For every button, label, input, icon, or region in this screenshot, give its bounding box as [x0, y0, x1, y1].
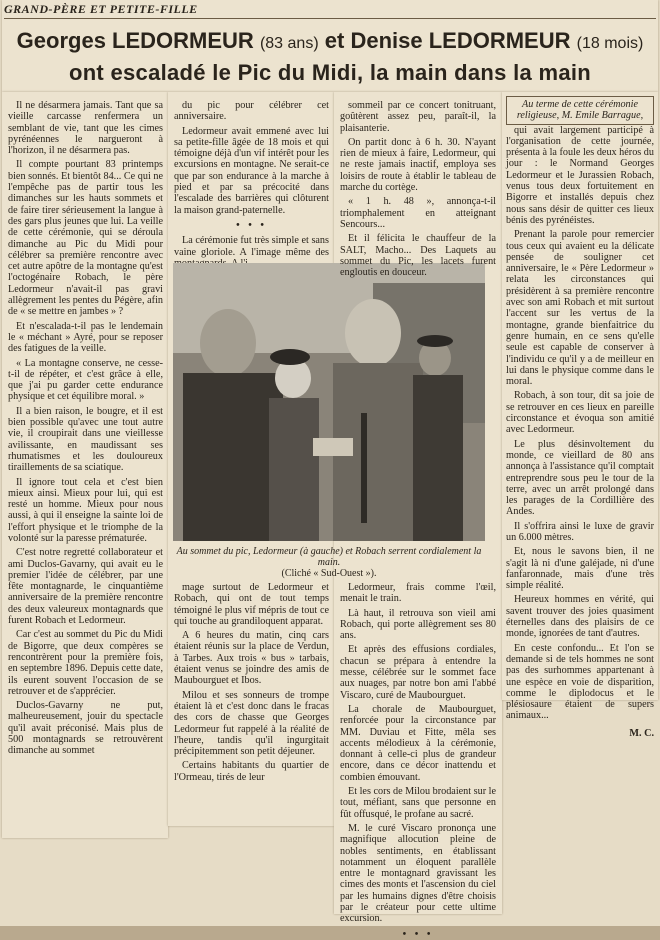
paragraph: C'est notre regretté collaborateur et ami Duclos-Gavarny, qui avait eu le premier l'idée de célébrer, par une fête montagnarde, le cinquantième anniversaire de la première rencontre des deux valeureux montagnards que furent Robach et Ledormeur.	[8, 547, 163, 627]
section-separator: • • •	[402, 928, 434, 940]
paragraph: Et n'escalada-t-il pas le lendemain le « méchant » Ayré, pour se reposer des fatigues de la veille.	[8, 320, 163, 355]
paragraph: Milou et ses sonneurs de trompe étaient là et c'est donc dans le fracas des cors de chasse que Georges Ledormeur fut rappelé à la réalité de l'heure, tandis qu'il ingurgitait précipitemment son petit déjeuner.	[174, 689, 329, 758]
article-column-2-bottom	[174, 582, 329, 818]
photo-caption	[168, 546, 490, 579]
headline-main: ont escaladé le Pic du Midi, la main dans la main	[68, 60, 592, 85]
paragraph: Car c'est au sommet du Pic du Midi de Bigorre, que deux compères se rencontrèrent pour la première fois, en septembre 1896. Depuis cette date, ils eurent souvent l'occasion de se retrouver et de s'apprécier.	[8, 629, 163, 697]
paragraph: La chorale de Maubourguet, renforcée pour la circonstance par MM. Duviau et Fitte, mêla ses accents mélodieux à la cérémonie, donnant à celle-ci plus de grandeur encore, dans ce décor inattendu et combien émouvant.	[340, 703, 496, 783]
kicker-rule	[4, 18, 656, 19]
article-column-3-top	[340, 100, 496, 279]
paragraph: Et les cors de Milou brodaient sur le tout, méfiant, sans que personne en fût offusqué, le profane au sacré.	[340, 786, 496, 820]
paragraph: Ledormeur, frais comme l'œil, menait le train.	[340, 582, 496, 605]
article-column-4	[506, 96, 654, 739]
headline-conjunction: et	[324, 28, 345, 53]
author-signature: M. C.	[629, 727, 654, 739]
paragraph: Et, nous le savons bien, il ne s'agit là ni d'une galéjade, ni d'une fanfaronnade, mais d'une très simple réalité.	[506, 546, 654, 592]
paragraph: Et il félicita le chauffeur de la SALT, Macho... Des Laquets au sommet du Pic, les lacets furent engloutis en douceur.	[340, 233, 496, 279]
paragraph: M. le curé Viscaro prononça une magnifique allocution pleine de nobles sentiments, en établissant notamment un éloquent parallèle entre le montagnard gravissant les cimes des monts et l'ascension du ciel par les humains dignes d'être choisis par le créateur pour cette ultime excursion.	[340, 822, 496, 925]
paragraph: « La montagne conserve, ne cesse-t-il de répéter, et c'est grâce à elle, que j'ai pu garder cette endurance physique et cet équilibre moral. »	[8, 357, 163, 403]
paragraph: Heureux hommes en vérité, qui savent trouver des joies quasiment éternelles dans des plaisirs de ce monde, ignorées de tant d'autres.	[506, 594, 654, 640]
paragraph: La cérémonie fut très simple et sans vaine gloriole. A l'image même des	[174, 235, 329, 258]
paragraph: Prenant la parole pour remercier tous ceux qui avaient eu la délicate pensée de souligner cet anniversaire, le « Père Ledormeur » relata les circonstances qui présidèrent à sa première rencontre avec son ami Robach et mit surtout l'accent sur les vertus de la montagne, grande bienfaitrice du genre humain, en ce sens qu'elle seule est capable de conserver à l'individu ce qu'il y a de meilleur en lui dans le physique comme dans le moral.	[506, 229, 654, 388]
age-granddaughter: (18 mois)	[576, 35, 644, 52]
paragraph: Robach, à son tour, dit sa joie de se retrouver en ces lieux en pareille circonstance et évoqua son amitié avec Ledormeur.	[506, 390, 654, 436]
article-column-1	[8, 100, 163, 822]
article-column-3-bottom	[340, 582, 496, 940]
paragraph: Il ne désarmera jamais. Tant que sa vieille carcasse renfermera un semblant de vie, tant que les cimes pyrénéennes le nargueront à l'horizon, il ne désarmera pas.	[8, 100, 163, 157]
article-column-2-top	[174, 100, 329, 260]
paragraph: Et après des effusions cordiales, chacun se prépara à entendre la messe, célébrée sur le sommet face aux nuages, par notre bon ami l'abbé Viscaro, curé de Maubourguet.	[340, 644, 496, 701]
photo-two-men-handshake	[173, 263, 485, 541]
age-grandfather: (83 ans)	[259, 35, 319, 52]
paragraph: A 6 heures du matin, cinq cars étaient réunis sur la place de Verdun, à Tarbes. Aux trois « bus » tarbais, étaient venus se joindre des amis de Maubourguet et Ibos.	[174, 630, 329, 687]
article-photo	[173, 263, 485, 541]
headline-names	[0, 28, 660, 54]
paragraph: « 1 h. 48 », annonça-t-il triomphalement en atteignant Sencours...	[340, 196, 496, 230]
paragraph: Là haut, il retrouva son vieil ami Robach, qui porte allègrement ses 80 ans.	[340, 607, 496, 642]
paragraph: Il s'offrira ainsi le luxe de gravir un 6.000 mètres.	[506, 520, 654, 543]
paragraph: qui avait largement participé à l'organisation de cette journée, présenta à la foule les deux héros du jour : le Normand Georges Ledormeur et le Jurassien Robach, venus tous deux fortuitement en Bigorre et installés depuis chez nous sans désir de quitter ces lieux bénis des pyrénéistes.	[506, 124, 654, 226]
section-separator: • • •	[236, 219, 267, 231]
paragraph: Certains habitants du quartier de l'Ormeau, tirés de leur	[174, 760, 329, 783]
paragraph: Il compte pourtant 83 printemps bien sonnés. Et bientôt 84... Ce qui ne l'empêche pas de partir tous les dimanches sur les hauts sommets et de faire tirer sérieusement la langue à des gars plus jeunes que lui. La veille de cette cérémonie, qui se déroula dimanche au Pic du Midi pour célébrer sa première rencontre avec cet autre apôtre de la montagne qu'est l'octogénaire Robach, le père Ledormeur n'avait-il pas gravi allègrement les pentes du Pégère, afin de « se mettre en jambes » ?	[8, 159, 163, 318]
paragraph: Il a bien raison, le bougre, et il est bien possible qu'avec une tout autre vie, il croupirait dans une vieillesse avilissante, en maudissant ses rhumatismes et les douloureux tiraillements de sa sciatique.	[8, 405, 163, 474]
name-granddaughter: Denise LEDORMEUR	[350, 28, 571, 53]
kicker: GRAND-PÈRE ET PETITE-FILLE	[4, 2, 198, 16]
photo-credit: (Cliché « Sud-Ouest »).	[281, 568, 377, 579]
paragraph: Le plus désinvoltement du monde, ce vieillard de 80 ans annonça à l'assistance qu'il comptait entreprendre sous peu le tour de la terre, avec un arrêt prolongé dans les parages de la Cordillière des Andes.	[506, 438, 654, 518]
boxed-lead: Au terme de cette cérémonie religieuse, M. Emile Barrague,	[506, 96, 654, 125]
paragraph: Ledormeur avait emmené avec lui sa petite-fille âgée de 18 mois et qui témoigne déjà d'un vif intérêt pour les excursions en montagne. Ne serait-ce que par son endurance à la marche à pied et par sa précocité dans l'escalade des barrières qui clôturent la maison grand-paternelle.	[174, 125, 329, 216]
name-grandfather: Georges LEDORMEUR	[16, 28, 254, 53]
paragraph: du pic pour célébrer cet anniversaire.	[174, 100, 329, 123]
paragraph: On partit donc à 6 h. 30. N'ayant rien de mieux à faire, Ledormeur, qui ne reste jamais inactif, employa ses loisirs de route à établir le tableau de marche du cortège.	[340, 136, 496, 194]
paragraph: sommeil par ce concert tonitruant, goûtèrent assez peu, paraît-il, la plaisanterie.	[340, 100, 496, 134]
paragraph: Duclos-Gavarny ne put, malheureusement, jouir du spectacle qu'il avait préconisé. Mais plus de 500 montagnards se retrouvèrent dimanche au sommet	[8, 700, 163, 757]
caption-text: Au sommet du pic, Ledormeur (à gauche) et Robach serrent cordialement la main.	[176, 546, 482, 568]
paragraph: En ceste confondu... Et l'on se demande si de tels hommes ne sont pas des surhommes appartenant à une espèce en voie de disparition, comme le diplodocus et le plésiosaure étaient de supers animaux...	[506, 642, 654, 722]
paragraph: Il ignore tout cela et c'est bien mieux ainsi. Mieux pour lui, qui est resté un homme. Mieux pour nous aussi, à qui il enseigne la sainte loi de l'effort physique et le triomphe de la volonté sur la paresse prématurée.	[8, 476, 163, 544]
paragraph: mage surtout de Ledormeur et Robach, qui ont de tout temps témoigné le plus vif mépris de tout ce qui touche au grandiloquent apparat.	[174, 582, 329, 627]
